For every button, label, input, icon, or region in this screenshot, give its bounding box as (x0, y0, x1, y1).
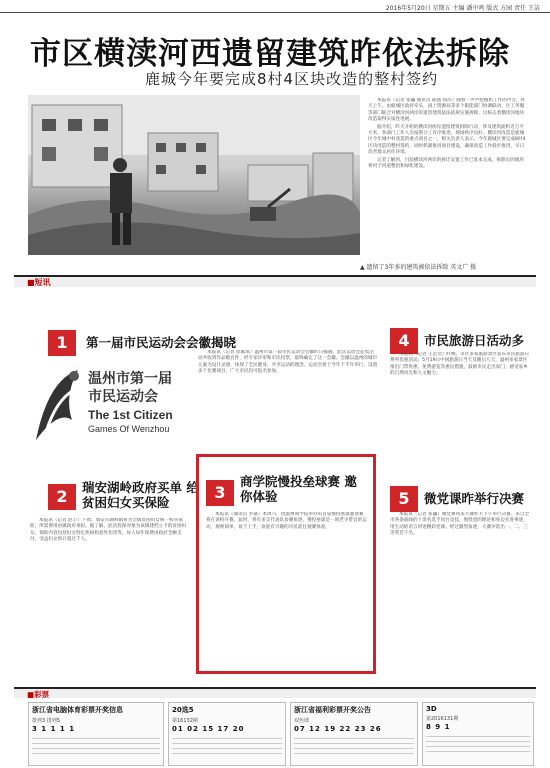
logo-cn-line1: 温州市第一届 (88, 371, 172, 387)
lottery-box-3 (290, 702, 418, 766)
lottery-label: ■彩票 (27, 690, 50, 699)
lead-article (368, 98, 528, 258)
brief-paragraph: 本报讯（记者 徐素琪）温州市第一届市民运动会会徽昨日揭晓。此次运动会征集活动共收到作品数百件，经专家评审和市民投票，最终确定了这一会徽。会徽以温州的城市元素为设计灵感，体现了全民健身、共享运动的理念。运动会将于今年下半年举行，设置多个比赛项目，广大市民均可报名参加。 (198, 350, 378, 375)
brief-number-2: 2 (48, 484, 76, 510)
lottery-subtitle: 第16132期 (172, 718, 198, 724)
lottery-subtitle: 第2016131期 (426, 716, 459, 722)
lead-paragraph: 本报讯（记者 张巍 通讯员 陈强 郑浩）随着一声声挖掘机工作的声音，昨天上午，由鹿城区政府牵头，国土资源局等多个职能部门协调联动，区工务服等部门联合对横渎河两岸的遗留建筑依法依规实施拆除，这标志着横渎河地块改造取得实质性进展。 (368, 98, 526, 123)
brief-title-3: 商学院慢投垒球赛 邀你体验 (240, 474, 357, 504)
brief-title-2: 瑞安湖岭政府买单 给贫困妇女买保险 (82, 480, 199, 510)
lottery-subtitle: 排列3 排列5 (32, 718, 60, 724)
headline: 市区横渎河西遗留建筑昨依法拆除 (30, 36, 510, 72)
subhead: 鹿城今年要完成8村4区块改造的整村签约 (145, 70, 439, 88)
lottery-box-1 (28, 702, 164, 766)
lead-paragraph: 据介绍，昨天开始的横渎河两岸遗留建筑拆除行动，涉及建筑面积近万平方米，各部门工作人员按照分工有序推进，现场秩序良好。横渎河改造是鹿城区今年城中村改造的重点项目之一，相关负责人表示，今年鹿城区要完成8村4区块改造的整村签约，同时抓紧推进项目建设，确保改造工作稳步推进，早日改善群众居住环境。 (368, 124, 526, 156)
lottery-box-4 (422, 702, 534, 766)
lead-paragraph: 记者了解到，目前横渎河两岸的拆迁安置工作已基本完成，拆除后的地块将用于河道整治和绿化建设。 (368, 157, 525, 170)
brief-text-4 (390, 352, 530, 470)
runner-logo-icon (28, 360, 86, 450)
brief-paragraph: 本报讯（记者 赵丰）下周，瑞安市湖岭镇将为全镇贫困妇女统一购买保险，所需费用由镇政府承担。据了解，此次投保对象为该镇建档立卡的贫困妇女，保险内容包括妇女特定疾病和意外伤害等，每人每年保费由政府全额支付，受益妇女预计超过千人。 (30, 518, 187, 543)
brief-text-5 (390, 512, 530, 677)
brief-paragraph: 本报讯（记者 王足达）昨晚，市区多家旅游景区发布市民旅游日系列优惠活动。5月19日中国旅游日当天及随后几天，温州多家景区推出门票优惠、免费游览等惠民措施，鼓励市民走出家门，感受家乡的自然风光和人文魅力。 (390, 352, 530, 377)
brief-paragraph: 本报讯（记者 张巍）微党课风采大赛昨天下午举行决赛。来自全市各条战线的十余名选手同台竞技，围绕党的理论和身边先进事迹，用生动的语言讲述精彩党课。经过激烈角逐，大赛评选出一、二、三等奖若干名。 (390, 512, 530, 537)
brief-title-5: 微党课昨举行决赛 (424, 491, 525, 506)
brief-text-3 (206, 512, 368, 668)
logo-en-line1: The 1st Citizen (88, 408, 173, 422)
briefs-section-bar (14, 275, 536, 287)
lottery-title: 浙江省电脑体育彩票开奖信息 (32, 706, 123, 714)
lottery-numbers: 8 9 1 (426, 723, 451, 731)
brief-text-1 (198, 350, 378, 445)
brief-number-4: 4 (390, 328, 418, 354)
brief-title-4: 市民旅游日活动多 (424, 333, 525, 348)
citizen-games-logo (28, 330, 178, 470)
lottery-numbers: 07 12 19 22 23 26 (294, 725, 382, 733)
lottery-subtitle: 双色球 (294, 718, 310, 724)
photo-caption: ▲ 遗留了3年多的建筑被依法拆除 英文广 摄 (360, 264, 477, 271)
brief-number-1: 1 (48, 330, 76, 356)
brief-number-5: 5 (390, 486, 418, 512)
brief-title-1: 第一届市民运动会会徽揭晓 (86, 335, 237, 350)
demolition-photo (28, 95, 360, 255)
lottery-numbers: 3 1 1 1 1 (32, 725, 76, 733)
lottery-title: 浙江省福利彩票开奖公告 (294, 706, 371, 714)
brief-paragraph: 本报讯（通讯员 李嘉）本周六，由温州商学院举办的首届慢投垒球邀请赛将在该校开赛。届时，将有多支代表队参赛角逐。慢投垒球是一项老少皆宜的运动，规则简单，易于上手，欢迎有兴趣的市民前往观赛体验。 (206, 512, 367, 530)
lottery-title: 20选5 (172, 706, 194, 714)
brief-text-2 (30, 518, 190, 678)
briefs-label: ■短讯 (27, 278, 51, 287)
page-header: 2016年5月20日 星期五 主编 潘中鸣 版式 方园 责任 王洁 (0, 0, 550, 13)
logo-cn-line2: 市民运动会 (88, 389, 158, 405)
brief-number-3: 3 (206, 480, 234, 506)
lottery-box-2 (168, 702, 286, 766)
logo-en-line2: Games Of Wenzhou (88, 424, 170, 434)
lottery-numbers: 01 02 15 17 20 (172, 725, 245, 733)
lottery-title: 3D (426, 705, 437, 713)
demolition-scene (28, 95, 360, 255)
lottery-section-bar (14, 687, 536, 698)
